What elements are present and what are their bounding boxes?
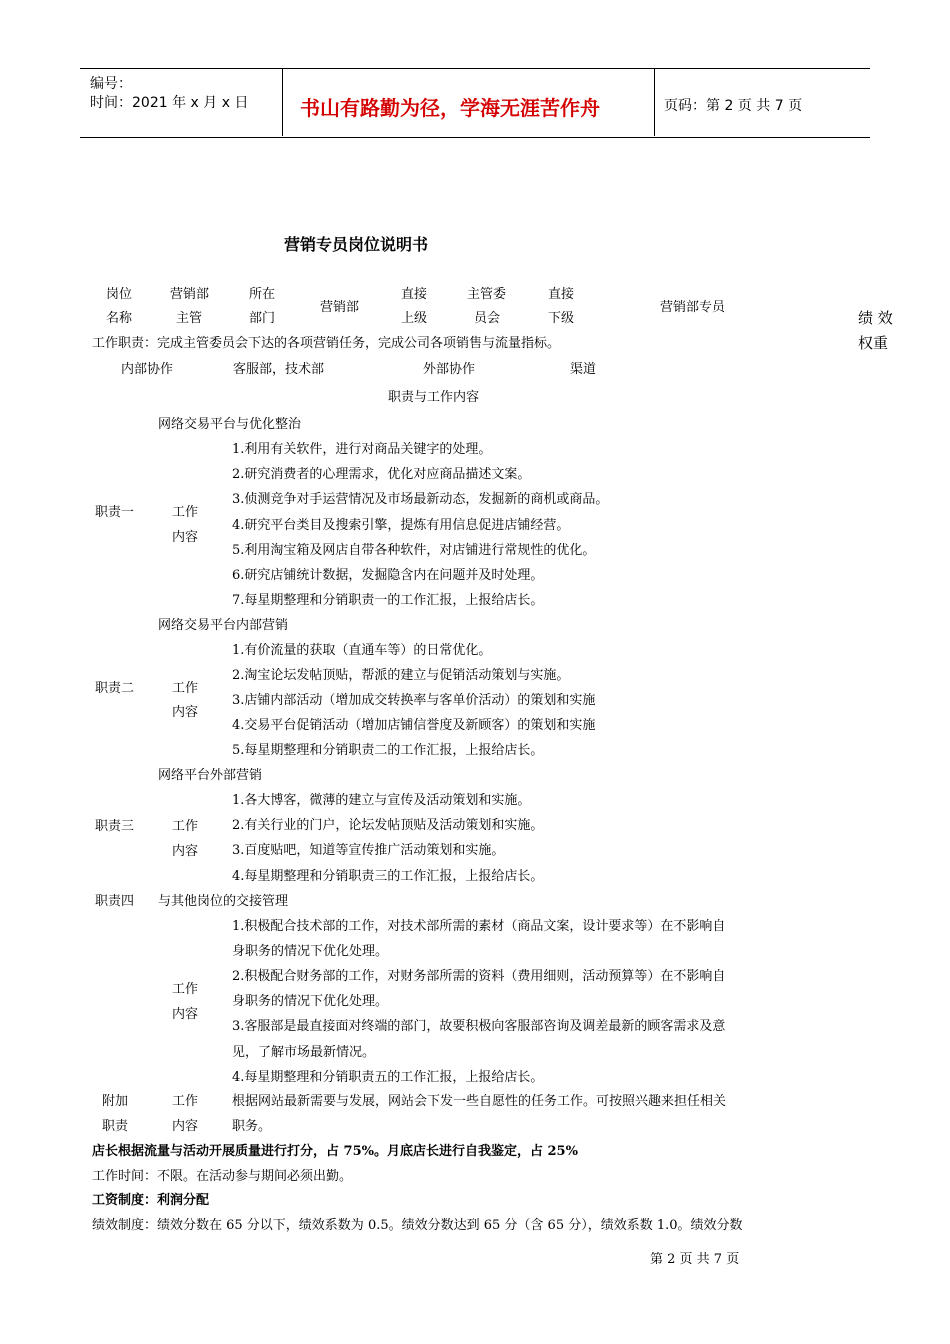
extra-duty-text: 根据网站最新需要与发展，网站会下发一些自愿性的任务工作。可按照兴趣来担任相关 xyxy=(232,1094,727,1109)
work-content-label: 工作 xyxy=(172,1094,199,1109)
work-content-label: 内容 xyxy=(172,1119,199,1134)
department-label: 所在 xyxy=(249,287,276,302)
supervisor-label: 直接 xyxy=(401,287,428,302)
work-content-label: 内容 xyxy=(172,1007,199,1022)
header-divider xyxy=(654,68,655,136)
work-content-label: 工作 xyxy=(172,982,199,997)
duty-summary: 工作职责：完成主管委员会下达的各项营销任务，完成公司各项销售与流量指标。 xyxy=(92,336,561,351)
doc-number-label: 编号： xyxy=(90,76,132,92)
duty-label: 职责三 xyxy=(95,819,135,834)
work-content-label: 工作 xyxy=(172,505,199,520)
department-label: 部门 xyxy=(249,311,276,326)
work-content-label: 内容 xyxy=(172,844,199,859)
subordinate-label: 直接 xyxy=(548,287,575,302)
duty-item: 3.侦测竞争对手运营情况及市场最新动态，发掘新的商机或商品。 xyxy=(232,492,609,507)
duty-item: 1.各大博客，微薄的建立与宣传及活动策划和实施。 xyxy=(232,793,531,808)
duty-item: 5.利用淘宝箱及网店自带各种软件，对店铺进行常规性的优化。 xyxy=(232,543,596,558)
duty-item: 1.有价流量的获取（直通车等）的日常优化。 xyxy=(232,643,492,658)
work-time: 工作时间：不限。在活动参与期间必须出勤。 xyxy=(92,1169,353,1184)
header-page-label: 页码：第 2 页 共 7 页 xyxy=(664,98,803,114)
duty-item: 2.淘宝论坛发帖顶贴，帮派的建立与促销活动策划与实施。 xyxy=(232,668,570,683)
duty-item: 4.每星期整理和分销职责五的工作汇报，上报给店长。 xyxy=(232,1070,544,1085)
duty-title: 与其他岗位的交接管理 xyxy=(158,894,289,909)
section-heading: 职责与工作内容 xyxy=(388,390,480,405)
work-content-label: 内容 xyxy=(172,530,199,545)
extra-duty-text: 职务。 xyxy=(232,1119,272,1134)
duty-item: 身职务的情况下优化处理。 xyxy=(232,994,389,1009)
doc-title: 营销专员岗位说明书 xyxy=(284,235,429,254)
position-name-value: 营销部 xyxy=(170,287,210,302)
score-rule: 店长根据流量与活动开展质量进行打分，占 75%。月底店长进行自我鉴定，占 25% xyxy=(92,1144,578,1159)
department-value: 营销部 xyxy=(320,300,360,315)
duty-label: 职责一 xyxy=(95,505,135,520)
duty-item: 2.研究消费者的心理需求，优化对应商品描述文案。 xyxy=(232,467,531,482)
page-footer: 第 2 页 共 7 页 xyxy=(650,1252,740,1267)
doc-time-label: 时间：2021 年 x 月 x 日 xyxy=(90,95,249,111)
duty-title: 网络交易平台与优化整治 xyxy=(158,417,302,432)
duty-item: 4.每星期整理和分销职责三的工作汇报，上报给店长。 xyxy=(232,869,544,884)
performance-weight-label: 绩 效 xyxy=(858,309,893,327)
supervisor-value: 员会 xyxy=(474,311,501,326)
supervisor-value: 主管委 xyxy=(467,287,507,302)
subordinate-value: 营销部专员 xyxy=(660,300,726,315)
duty-item: 1.积极配合技术部的工作，对技术部所需的素材（商品文案，设计要求等）在不影响自 xyxy=(232,919,726,934)
extra-duty-label: 附加 xyxy=(102,1094,129,1109)
duty-item: 见，了解市场最新情况。 xyxy=(232,1045,376,1060)
salary-system: 工资制度：利润分配 xyxy=(92,1193,210,1208)
duty-item: 3.客服部是最直接面对终端的部门，故要积极向客服部咨询及调差最新的顾客需求及意 xyxy=(232,1019,726,1034)
position-name-label: 名称 xyxy=(106,311,133,326)
position-name-label: 岗位 xyxy=(106,287,133,302)
duty-item: 身职务的情况下优化处理。 xyxy=(232,944,389,959)
duty-item: 5.每星期整理和分销职责二的工作汇报，上报给店长。 xyxy=(232,743,544,758)
duty-item: 3.店铺内部活动（增加成交转换率与客单价活动）的策划和实施 xyxy=(232,693,596,708)
duty-item: 6.研究店铺统计数据，发掘隐含内在问题并及时处理。 xyxy=(232,568,544,583)
performance-system: 绩效制度：绩效分数在 65 分以下，绩效系数为 0.5。绩效分数达到 65 分（含 65 分），绩效系数 1.0。绩效分数 xyxy=(92,1218,743,1233)
extra-duty-label: 职责 xyxy=(102,1119,129,1134)
duty-item: 2.有关行业的门户，论坛发帖顶贴及活动策划和实施。 xyxy=(232,818,544,833)
work-content-label: 工作 xyxy=(172,819,199,834)
external-collab-label: 外部协作 xyxy=(423,362,476,377)
duty-item: 4.交易平台促销活动（增加店铺信誉度及新顾客）的策划和实施 xyxy=(232,718,596,733)
internal-collab-label: 内部协作 xyxy=(121,362,174,377)
internal-collab-value: 客服部，技术部 xyxy=(233,362,325,377)
supervisor-label: 上级 xyxy=(401,311,428,326)
external-collab-value: 渠道 xyxy=(570,362,597,377)
position-name-value: 主管 xyxy=(176,311,203,326)
duty-title: 网络平台外部营销 xyxy=(158,768,263,783)
header-divider xyxy=(282,68,283,136)
duty-item: 7.每星期整理和分销职责一的工作汇报，上报给店长。 xyxy=(232,593,544,608)
performance-weight-label: 权重 xyxy=(858,334,889,352)
duty-label: 职责四 xyxy=(95,894,135,909)
work-content-label: 内容 xyxy=(172,705,199,720)
duty-item: 4.研究平台类目及搜索引擎，提炼有用信息促进店铺经营。 xyxy=(232,518,570,533)
duty-item: 2.积极配合财务部的工作，对财务部所需的资料（费用细则，活动预算等）在不影响自 xyxy=(232,969,726,984)
work-content-label: 工作 xyxy=(172,681,199,696)
header-motto: 书山有路勤为径，学海无涯苦作舟 xyxy=(300,96,600,120)
duty-item: 1.利用有关软件，进行对商品关键字的处理。 xyxy=(232,442,492,457)
duty-title: 网络交易平台内部营销 xyxy=(158,618,289,633)
duty-item: 3.百度贴吧，知道等宣传推广活动策划和实施。 xyxy=(232,843,505,858)
subordinate-label: 下级 xyxy=(548,311,575,326)
duty-label: 职责二 xyxy=(95,681,135,696)
